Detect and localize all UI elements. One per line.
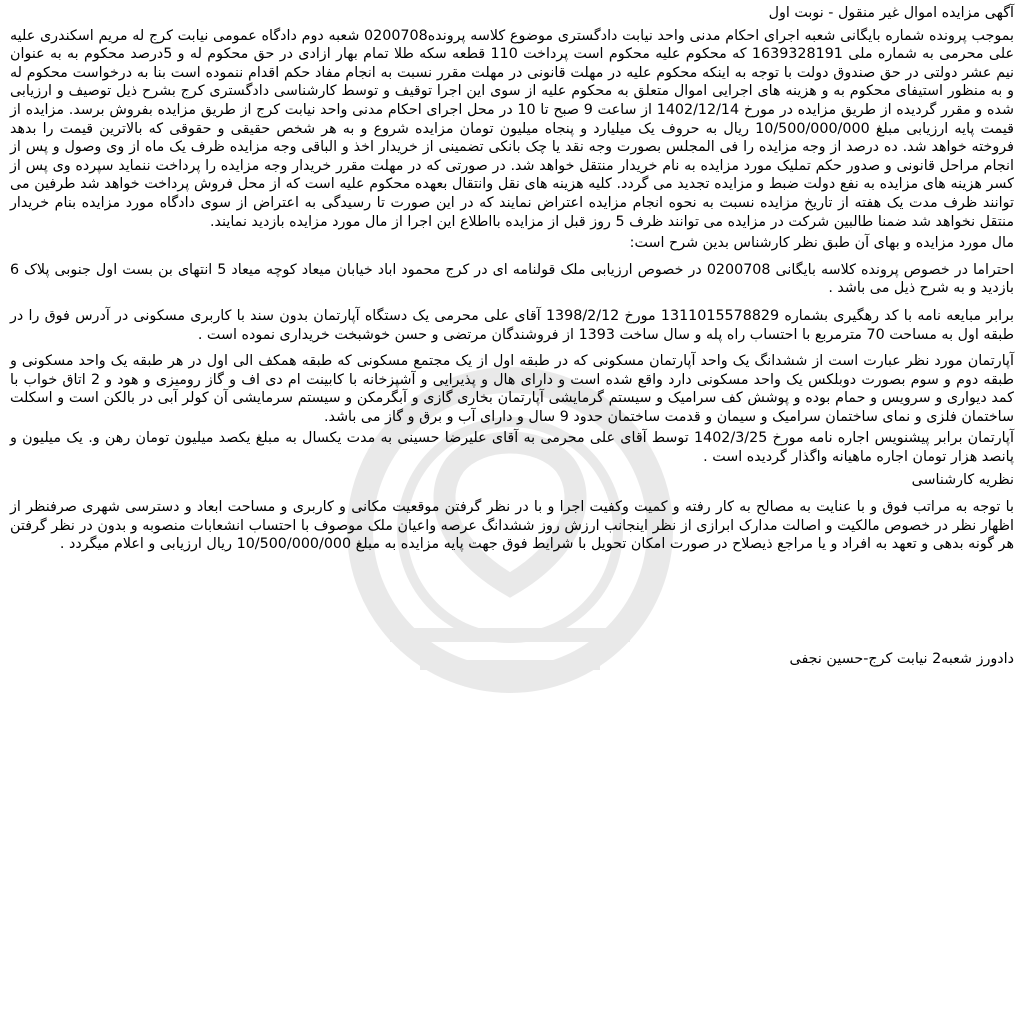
- notice-paragraph-description: آپارتمان مورد نظر عبارت است از ششدانگ یک واحد آپارتمان مسکونی که در طبقه اول از یک مجتمع مسکونی که طبقه همکف الی اول در هر طبقه یک واحد مسکونی و طبقه دوم و سوم بصورت دوبلکس یک واحد مسکونی دارد واقع شده است و دارای هال و پذیرایی و آشپزخانه با کابینت ام دی اف و گاز رومیزی و هود و 2 اتاق خواب با کمد دیواری و سرویس و حمام بوده و پوشش کف سرامیک و سیستم گرمایشی آپارتمان بخاری گازی و آبگرمکن و سیستم سرمایشی آن کولر آبی در بالکن است و اسکلت ساختمان فلزی و نمای ساختمان سرامیک و سیمان و قدمت ساختمان حدود 9 سال و دارای آب و برق و گاز می باشد.: [10, 353, 1014, 425]
- signature-line: دادورز شعبه2 نیابت کرج-حسین نجفی: [789, 651, 1014, 668]
- notice-title: آگهی مزایده اموال غیر منقول - نوبت اول: [768, 5, 1014, 21]
- notice-paragraph-file: احتراما در خصوص پرونده کلاسه بایگانی 0200708 در خصوص ارزیابی ملک قولنامه ای در کرج محمود اباد خیابان میعاد کوچه میعاد 5 انتهای بن بست اول جنوبی پلاک 6 بازدید و به شرح ذیل می باشد .: [10, 261, 1014, 297]
- notice-paragraph-contract: برابر مبایعه نامه با کد رهگیری بشماره 1311015578829 مورخ 1398/2/12 آقای علی محرمی یک دستگاه آپارتمان بدون سند با کاربری مسکونی در آدرس فوق را در طبقه اول به مساحت 70 مترمربع با احتساب راه پله و سال ساخت 1393 از فروشندگان مرتضی و حسن خوشبخت خریداری نموده است .: [10, 307, 1014, 343]
- expert-opinion-heading: نظریه کارشناسی: [911, 471, 1014, 488]
- notice-paragraph-expert-opinion: با توجه به مراتب فوق و با عنایت به مصالح به کار رفته و کمیت وکفیت اجرا و با در نظر گرفتن موقعیت مکانی و کاربری و مساحت ابعاد و دسترسی شهری صرفنظر از اظهار نظر در خصوص مالکیت و اصالت مدارک ابرازی از نظر اینجانب ارزش روز ششدانگ عرصه واعیان ملک موصوف با احتساب انشعابات منصوبه و بدون در نظر گرفتن هر گونه بدهی و تعهد به افراد و یا مراجع ذیصلاح در صورت امکان تحویل با شرایط فوق جهت پایه مزایده به مبلغ 10/500/000/000 ریال ارزیابی و اعلام میگردد .: [10, 499, 1014, 553]
- notice-paragraph-lease: آپارتمان برابر پیشنویس اجاره نامه مورخ 1402/3/25 توسط آقای علی محرمی به آقای علیرضا حسینی به مدت یکسال به مبلغ یکصد میلیون تومان رهن و. یک میلیون و پانصد هزار تومان اجاره ماهیانه واگذار گردیده است .: [10, 430, 1014, 466]
- notice-paragraph-intro: بموجب پرونده شماره بایگانی شعبه اجرای احکام مدنی واحد نیابت دادگستری موضوع کلاسه پرونده0200708 شعبه دوم دادگاه عمومی نیابت کرج له مریم اسکندری علیه علی محرمی به شماره ملی 1639328191 که محکوم علیه محکوم است پرداخت 110 قطعه سکه طلا تمام بهار ازادی در حق محکوم له و 5درصد محکوم به به عنوان نیم عشر دولتی در حق صندوق دولت با توجه به اینکه محکوم علیه در مهلت قانونی در مهلت مقرر نسبت به انجام مفاد حکم اقدام ننموده است بنا به درخواست محکوم له و به منظور استیفای محکوم به و هزینه های اجرایی اموال متعلق به محکوم علیه از سوی این اجرا توقیف و توسط کارشناسی دادگستری کرج بشرح ذیل توصیف و ارزیابی شده و مقرر گردیده از طریق مزایده در مورخ 1402/12/14 از ساعت 9 صبح تا 10 در محل اجرای احکام مدنی واحد نیابت کرج از طریق مزایده بفروش برسد. مزایده از قیمت پایه ارزیابی مبلغ 10/500/000/000 ریال به حروف یک میلیارد و پنجاه میلیون تومان مزایده شروع و به هر شخص حقیقی و حقوقی که بالاترین قیمت را بدهد فروخته خواهد شد. ده درصد از وجه مزایده را فی المجلس بصورت وجه نقد یا چک بانکی تضمینی از خریدار اخذ و الباقی وجه مزایده ظرف یک ماه از وی وصول و پس از انجام مراحل قانونی و صدور حکم تملیک مورد مزایده به نام خریدار منتقل خواهد شد. در صورتی که در مهلت مقرر خریدار وجه مزایده را پرداخت ننماید سپرده وی پس از کسر هزینه های مزایده به نفع دولت ضبط و مزایده تجدید می گردد. کلیه هزینه های نقل وانتقال بعهده محکوم علیه است که از محل فروش پرداخت خواهد شد طرفین می توانند ظرف مدت یک هفته از تاریخ مزایده نسبت به نحوه انجام مزایده اعتراض نمایند که در این صورت تا رسیدگی به اعتراض از سوی دادگاه مورد مزایده بنام خریدار منتقل نخواهد شد ضمنا طالبین شرکت در مزایده می توانند ظرف 5 روز قبل از مزایده بااطلاع این اجرا از مال مورد مزایده بازدید نمایند.: [10, 27, 1015, 230]
- notice-paragraph-asset-heading: مال مورد مزایده و بهای آن طبق نظر کارشناس بدین شرح است:: [629, 235, 1014, 252]
